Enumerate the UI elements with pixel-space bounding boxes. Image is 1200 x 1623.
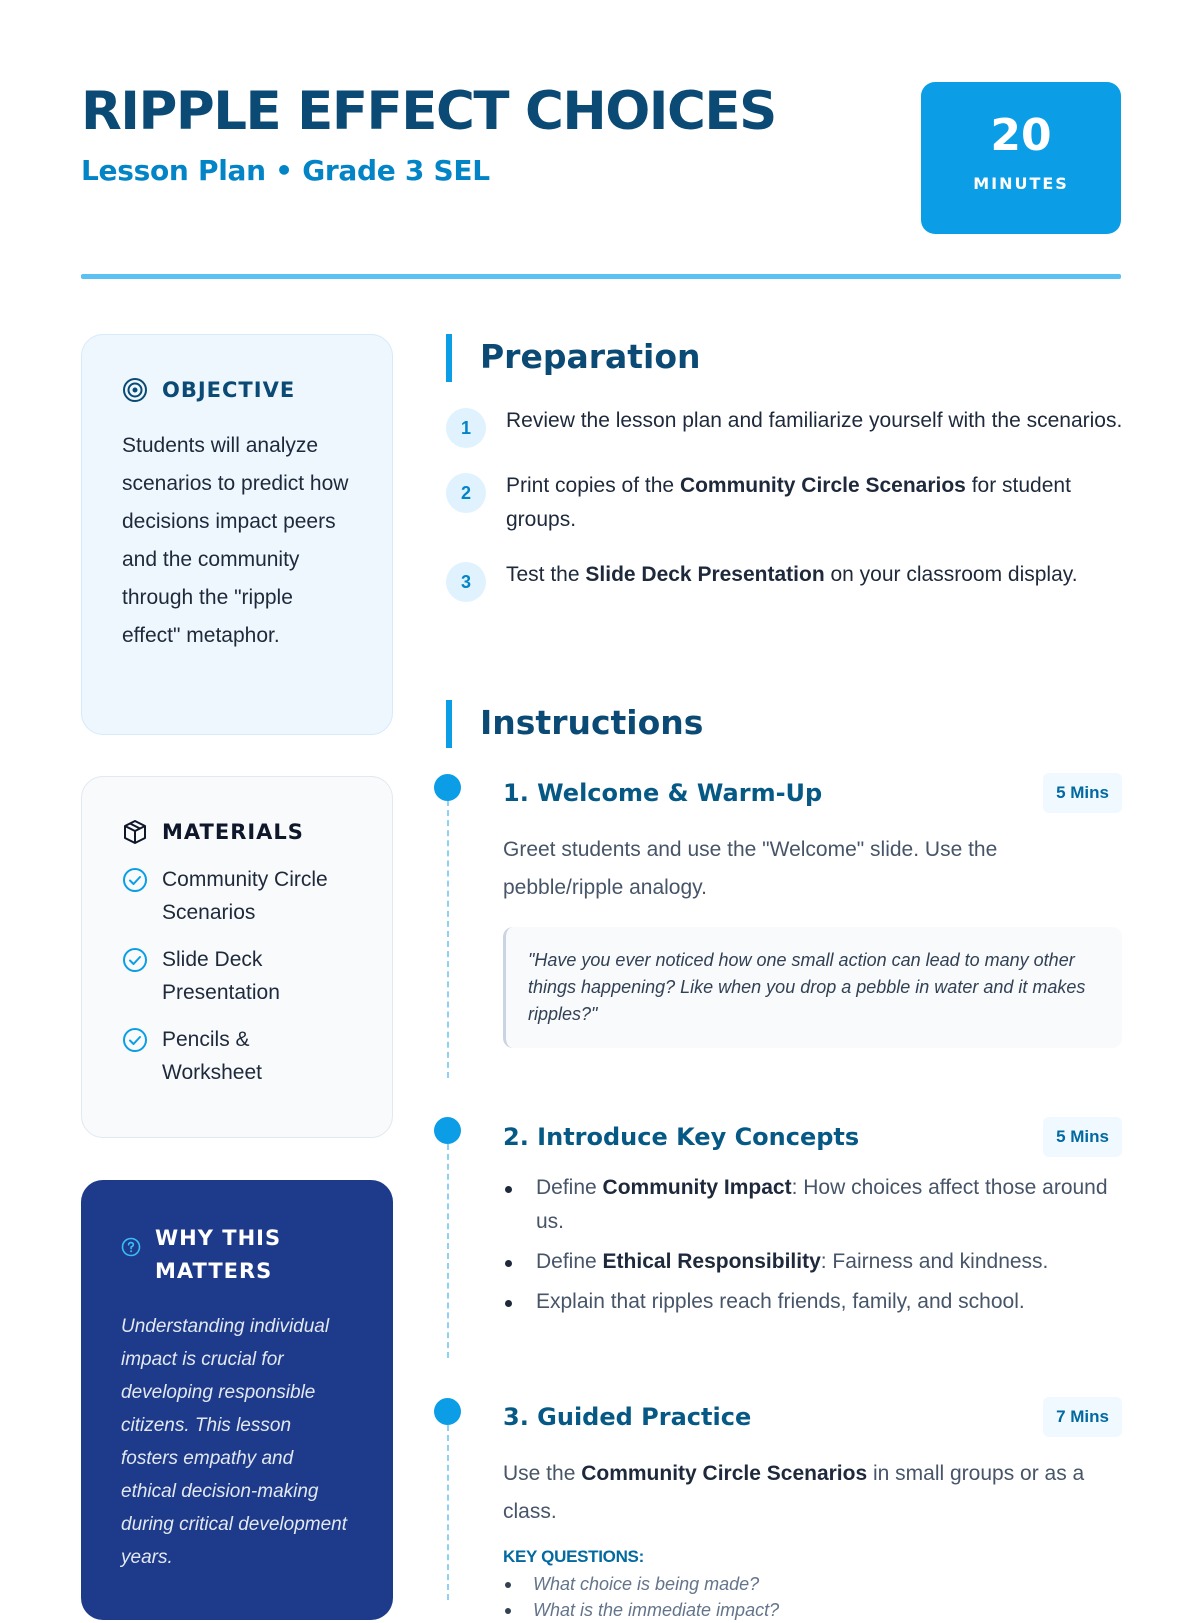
instructions-title: Instructions	[446, 700, 703, 748]
instruction-step-2	[503, 1117, 1122, 1325]
why-card	[81, 1180, 393, 1620]
list-item	[122, 943, 352, 1009]
objective-heading-label: OBJECTIVE	[162, 378, 296, 402]
timeline-dot	[434, 774, 461, 801]
step-description: Greet students and use the "Welcome" slide. Use the pebble/ripple analogy.	[503, 838, 998, 899]
why-text: Understanding individual impact is crucial for developing responsible citizens. This lesson fosters empathy and ethical decision-making during critical development years.	[121, 1316, 348, 1568]
duration-badge	[921, 82, 1121, 234]
list-item: Define Community Impact: How choices affect those around us.	[503, 1171, 1122, 1239]
step-title: 1. Welcome & Warm-Up	[503, 779, 823, 807]
step-number: 3	[446, 562, 486, 602]
duration-pill: 5 Mins	[1043, 1117, 1122, 1157]
step-title: 2. Introduce Key Concepts	[503, 1123, 860, 1151]
check-circle-icon	[122, 947, 148, 973]
box-icon	[122, 819, 148, 845]
list-item	[446, 558, 1126, 602]
preparation-title: Preparation	[446, 334, 701, 382]
lesson-subtitle: Lesson Plan • Grade 3 SEL	[81, 154, 490, 187]
material-label: Pencils & Worksheet	[162, 1028, 262, 1084]
lesson-header	[81, 82, 1121, 234]
objective-heading	[122, 377, 352, 403]
list-item	[122, 1023, 352, 1089]
list-item	[446, 469, 1126, 537]
timeline-connector	[447, 1425, 449, 1600]
key-questions-list	[503, 1571, 1122, 1623]
concept-list	[503, 1171, 1122, 1319]
instruction-step-1	[503, 773, 1122, 1048]
list-item: What choice is being made?	[503, 1571, 1122, 1597]
step-title: 3. Guided Practice	[503, 1403, 752, 1431]
step-number: 1	[446, 408, 486, 448]
materials-list	[122, 863, 352, 1089]
objective-text: Students will analyze scenarios to predict how decisions impact peers and the community through the "ripple effect" metaphor.	[122, 434, 349, 647]
list-item: Define Ethical Responsibility: Fairness and kindness.	[503, 1245, 1122, 1279]
materials-card	[81, 776, 393, 1138]
help-circle-icon	[121, 1237, 141, 1257]
preparation-list	[446, 404, 1126, 623]
duration-value: 20	[990, 110, 1052, 161]
material-label: Community Circle Scenarios	[162, 868, 328, 924]
instruction-step-3	[503, 1397, 1122, 1623]
timeline-connector	[447, 1144, 449, 1358]
lesson-title: RIPPLE EFFECT CHOICES	[81, 81, 776, 142]
objective-card	[81, 334, 393, 735]
target-icon	[122, 377, 148, 403]
step-description: Use the Community Circle Scenarios in small groups or as a class.	[503, 1462, 1085, 1523]
prep-step-text: Review the lesson plan and familiarize yourself with the scenarios.	[506, 409, 1123, 432]
material-label: Slide Deck Presentation	[162, 948, 280, 1004]
warmup-quote: "Have you ever noticed how one small action can lead to many other things happening? Like when you drop a pebble in water and it makes ripples?"	[503, 927, 1122, 1048]
timeline-connector	[447, 800, 449, 1078]
duration-unit: MINUTES	[973, 174, 1069, 193]
why-heading	[121, 1222, 353, 1288]
list-item	[446, 404, 1126, 448]
list-item: Explain that ripples reach friends, family, and school.	[503, 1285, 1122, 1319]
list-item	[122, 863, 352, 929]
step-number: 2	[446, 473, 486, 513]
timeline-dot	[434, 1398, 461, 1425]
duration-pill: 7 Mins	[1043, 1397, 1122, 1437]
header-divider	[81, 274, 1121, 279]
materials-heading-label: MATERIALS	[162, 820, 304, 844]
materials-heading	[122, 819, 352, 845]
check-circle-icon	[122, 1027, 148, 1053]
why-heading-label: WHY THIS MATTERS	[155, 1226, 282, 1283]
prep-step-text: Print copies of the Community Circle Scenarios for student groups.	[506, 474, 1071, 531]
prep-step-text: Test the Slide Deck Presentation on your classroom display.	[506, 563, 1078, 586]
key-questions-label: KEY QUESTIONS:	[503, 1547, 644, 1566]
timeline-dot	[434, 1117, 461, 1144]
duration-pill: 5 Mins	[1043, 773, 1122, 813]
check-circle-icon	[122, 867, 148, 893]
list-item: What is the immediate impact?	[503, 1597, 1122, 1623]
